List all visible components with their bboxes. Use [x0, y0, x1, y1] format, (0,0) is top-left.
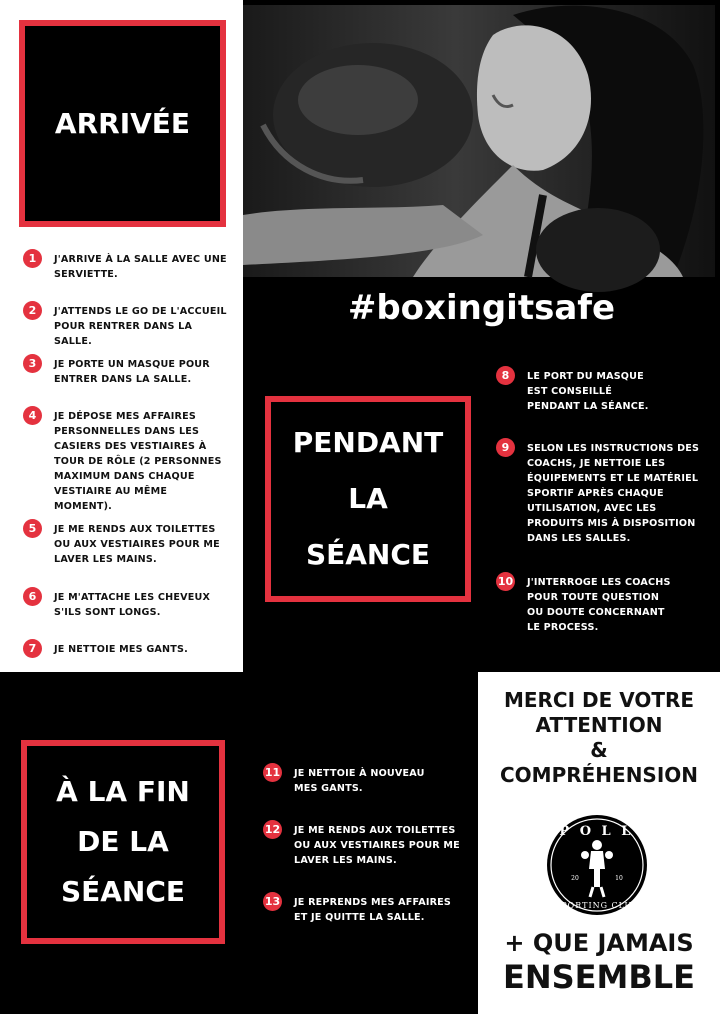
step-text: JE DÉPOSE MES AFFAIRES PERSONNELLES DANS LES CASIERS DES VESTIAIRES À TOUR DE RÔLE (2 PERSONNES MAXIMUM DANS CHAQUE VESTIAIRE AU MÊME MOMENT). — [54, 411, 222, 512]
end-title-line3: SÉANCE — [60, 875, 186, 908]
step-number: 13 — [263, 892, 282, 911]
thanks-line4: COMPRÉHENSION — [499, 763, 699, 787]
step-text: JE NETTOIE À NOUVEAU MES GANTS. — [294, 768, 425, 794]
step-2 — [23, 304, 233, 349]
step-text: J'INTERROGE LES COACHS POUR TOUTE QUESTION OU DOUTE CONCERNANT LE PROCESS. — [527, 577, 671, 633]
step-number: 1 — [23, 249, 42, 268]
thanks-line1: MERCI DE VOTRE — [503, 688, 695, 712]
during-title-line2: LA — [348, 482, 388, 515]
step-number: 12 — [263, 820, 282, 839]
slogan — [478, 928, 720, 996]
step-3 — [23, 357, 233, 387]
step-number: 10 — [496, 572, 515, 591]
step-9 — [496, 441, 701, 546]
logo-seal — [538, 813, 656, 917]
step-number: 4 — [23, 406, 42, 425]
step-number: 5 — [23, 519, 42, 538]
step-number: 2 — [23, 301, 42, 320]
step-6 — [23, 590, 233, 620]
step-4 — [23, 409, 223, 514]
step-number: 11 — [263, 763, 282, 782]
step-1 — [23, 252, 233, 282]
slogan-line1: + QUE JAMAIS — [504, 929, 694, 957]
step-text: SELON LES INSTRUCTIONS DES COACHS, JE NETTOIE LES ÉQUIPEMENTS ET LE MATÉRIEL SPORTIF APRÈS CHAQUE UTILISATION, AVEC LES PRODUITS MIS À DISPOSITION DANS LES SALLES. — [527, 443, 700, 544]
step-text: JE PORTE UN MASQUE POUR ENTRER DANS LA SALLE. — [54, 359, 210, 385]
during-title-line1: PENDANT — [292, 426, 444, 459]
step-text: JE M'ATTACHE LES CHEVEUX S'ILS SONT LONGS. — [54, 592, 211, 618]
slogan-line2: ENSEMBLE — [502, 958, 696, 996]
end-title-box — [21, 740, 225, 944]
step-11 — [263, 766, 463, 796]
arrival-title-box — [19, 20, 226, 227]
svg-text:20: 20 — [571, 875, 579, 882]
step-text: JE REPRENDS MES AFFAIRES ET JE QUITTE LA SALLE. — [294, 897, 452, 923]
step-5 — [23, 522, 233, 567]
step-number: 6 — [23, 587, 42, 606]
end-title-line1: À LA FIN — [56, 775, 190, 808]
step-text: J'ATTENDS LE GO DE L'ACCUEIL POUR RENTRER DANS LA SALLE. — [54, 306, 227, 347]
step-text: JE NETTOIE MES GANTS. — [54, 644, 188, 655]
step-number: 8 — [496, 366, 515, 385]
svg-text:10: 10 — [615, 875, 623, 882]
svg-text:SPORTING CLUB: SPORTING CLUB — [554, 901, 640, 910]
thanks-line3: & — [590, 738, 608, 762]
step-number: 9 — [496, 438, 515, 457]
step-number: 3 — [23, 354, 42, 373]
thanks-line2: ATTENTION — [535, 713, 663, 737]
during-title-box — [265, 396, 471, 602]
step-text: JE ME RENDS AUX TOILETTES OU AUX VESTIAIRES POUR ME LAVER LES MAINS. — [54, 524, 220, 565]
apollo-logo — [538, 813, 656, 917]
step-10 — [496, 575, 701, 635]
thanks-message — [478, 688, 720, 788]
step-text: J'ARRIVE À LA SALLE AVEC UNE SERVIETTE. — [54, 254, 227, 280]
step-7 — [23, 642, 233, 658]
arrival-title: ARRIVÉE — [54, 107, 191, 140]
step-text: JE ME RENDS AUX TOILETTES OU AUX VESTIAIRES POUR ME LAVER LES MAINS. — [294, 825, 460, 866]
step-12 — [263, 823, 468, 868]
end-title-line2: DE LA — [77, 825, 169, 858]
step-13 — [263, 895, 463, 925]
during-title-line3: SÉANCE — [305, 538, 431, 571]
step-8 — [496, 369, 696, 414]
boxer-illustration — [243, 5, 715, 277]
boxer-photo — [243, 5, 715, 277]
hashtag: #boxingitsafe — [347, 288, 616, 328]
step-number: 7 — [23, 639, 42, 658]
svg-text:A P O L L O: A P O L L O — [538, 824, 656, 839]
step-text: LE PORT DU MASQUE EST CONSEILLÉ PENDANT LA SÉANCE. — [527, 371, 649, 412]
